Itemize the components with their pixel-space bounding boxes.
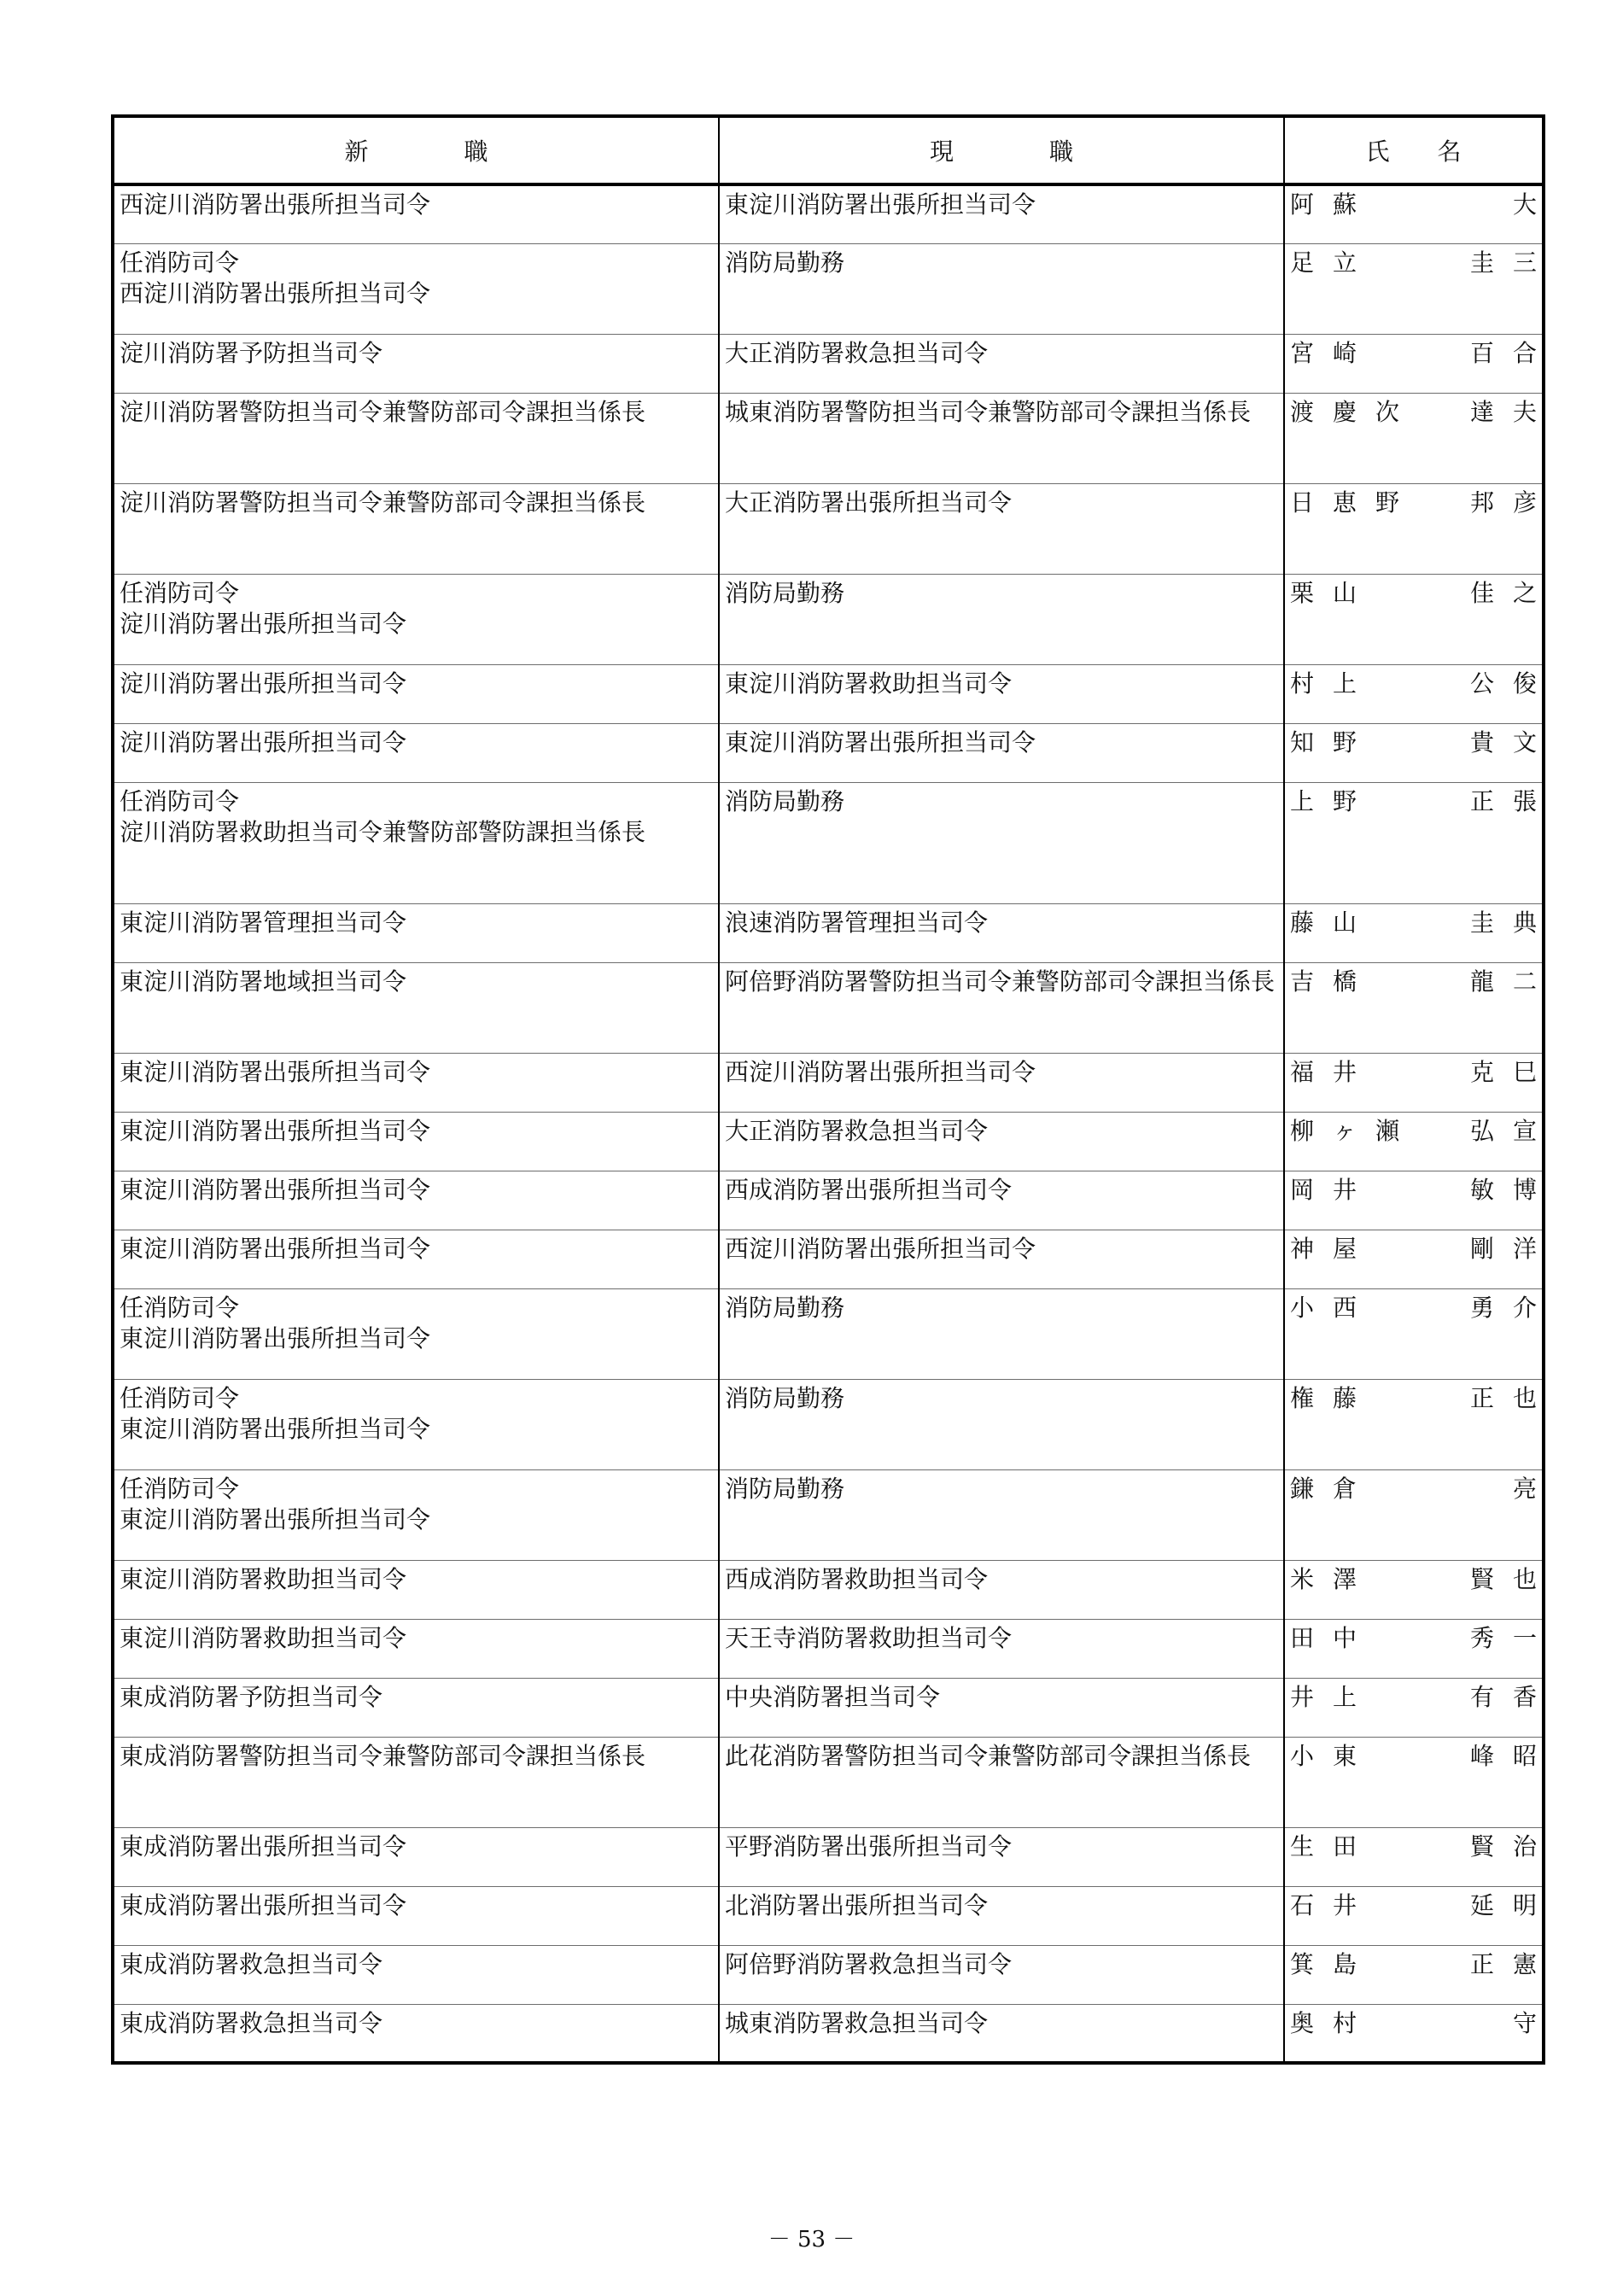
given-name: 秀一 — [1469, 1623, 1556, 1652]
current-post-cell: 大正消防署救急担当司令 — [719, 1112, 1284, 1171]
given-name: 勇介 — [1469, 1293, 1556, 1322]
family-name: 上野 — [1290, 786, 1376, 815]
full-name — [1290, 727, 1556, 758]
table-header-row — [113, 116, 1544, 184]
new-post-cell: 東成消防署出張所担当司令 — [113, 1827, 719, 1886]
table-row — [113, 1469, 1544, 1560]
new-post-cell: 東淀川消防署出張所担当司令 — [113, 1230, 719, 1288]
name-cell — [1284, 1379, 1556, 1469]
current-post-cell: 浪速消防署管理担当司令 — [719, 903, 1284, 962]
current-post-cell: 消防局勤務 — [719, 1288, 1284, 1379]
family-name: 柳ヶ瀬 — [1290, 1116, 1419, 1145]
name-cell — [1284, 1112, 1556, 1171]
given-name: 貴文 — [1469, 727, 1556, 757]
header-new-post: 新 職 — [113, 116, 719, 184]
table-row — [113, 243, 1544, 334]
family-name: 足立 — [1290, 248, 1376, 277]
new-post-cell: 東成消防署警防担当司令兼警防部司令課担当係長 — [113, 1737, 719, 1827]
current-post-cell: 城東消防署警防担当司令兼警防部司令課担当係長 — [719, 393, 1284, 483]
current-post-cell: 東淀川消防署出張所担当司令 — [719, 184, 1284, 243]
new-post-cell: 東淀川消防署救助担当司令 — [113, 1560, 719, 1619]
given-name: 剛洋 — [1469, 1234, 1556, 1263]
name-cell — [1284, 243, 1556, 334]
family-name: 宮崎 — [1290, 338, 1376, 367]
table-row — [113, 1288, 1544, 1379]
new-post-cell: 任消防司令 西淀川消防署出張所担当司令 — [113, 243, 719, 334]
current-post-cell: 中央消防署担当司令 — [719, 1678, 1284, 1737]
full-name — [1290, 1057, 1556, 1088]
given-name: 亮 — [1512, 1474, 1556, 1503]
new-post-cell: 東成消防署救急担当司令 — [113, 2004, 719, 2063]
given-name: 延明 — [1469, 1890, 1556, 1919]
current-post-cell: 平野消防署出張所担当司令 — [719, 1827, 1284, 1886]
current-post-cell: 城東消防署救急担当司令 — [719, 2004, 1284, 2063]
current-post-cell: 天王寺消防署救助担当司令 — [719, 1619, 1284, 1678]
current-post-cell: 消防局勤務 — [719, 1379, 1284, 1469]
family-name: 箕島 — [1290, 1949, 1376, 1978]
family-name: 米澤 — [1290, 1564, 1376, 1593]
given-name: 公俊 — [1469, 669, 1556, 698]
new-post-cell: 淀川消防署出張所担当司令 — [113, 664, 719, 723]
family-name: 藤山 — [1290, 908, 1376, 937]
new-post-cell: 任消防司令 東淀川消防署出張所担当司令 — [113, 1469, 719, 1560]
new-post-cell: 東淀川消防署管理担当司令 — [113, 903, 719, 962]
new-post-cell: 東淀川消防署出張所担当司令 — [113, 1171, 719, 1230]
table-row — [113, 1379, 1544, 1469]
name-cell — [1284, 1053, 1556, 1112]
name-cell — [1284, 1945, 1556, 2004]
new-post-cell: 任消防司令 東淀川消防署出張所担当司令 — [113, 1379, 719, 1469]
name-cell — [1284, 782, 1556, 903]
full-name — [1290, 1890, 1556, 1921]
current-post-cell: 此花消防署警防担当司令兼警防部司令課担当係長 — [719, 1737, 1284, 1827]
full-name — [1290, 1234, 1556, 1265]
family-name: 阿蘇 — [1290, 190, 1376, 219]
given-name: 圭典 — [1469, 908, 1556, 937]
current-post-cell: 東淀川消防署救助担当司令 — [719, 664, 1284, 723]
family-name: 岡井 — [1290, 1175, 1376, 1204]
new-post-cell: 東成消防署出張所担当司令 — [113, 1886, 719, 1945]
given-name: 敏博 — [1469, 1175, 1556, 1204]
new-post-cell: 淀川消防署警防担当司令兼警防部司令課担当係長 — [113, 393, 719, 483]
table-row — [113, 903, 1544, 962]
header-current-post: 現 職 — [719, 116, 1284, 184]
new-post-cell: 任消防司令 淀川消防署出張所担当司令 — [113, 574, 719, 664]
table-row — [113, 664, 1544, 723]
name-cell — [1284, 723, 1556, 782]
full-name — [1290, 1949, 1556, 1980]
full-name — [1290, 786, 1556, 817]
name-cell — [1284, 903, 1556, 962]
name-cell — [1284, 574, 1556, 664]
family-name: 小東 — [1290, 1741, 1376, 1770]
family-name: 福井 — [1290, 1057, 1376, 1086]
name-cell — [1284, 962, 1556, 1053]
given-name: 峰昭 — [1469, 1741, 1556, 1770]
given-name: 邦彦 — [1469, 488, 1556, 517]
current-post-cell: 消防局勤務 — [719, 243, 1284, 334]
full-name — [1290, 190, 1556, 220]
new-post-cell: 東淀川消防署出張所担当司令 — [113, 1112, 719, 1171]
full-name — [1290, 488, 1556, 518]
family-name: 鎌倉 — [1290, 1474, 1376, 1503]
table-row — [113, 334, 1544, 393]
personnel-table — [111, 114, 1556, 2065]
family-name: 生田 — [1290, 1832, 1376, 1861]
given-name: 百合 — [1469, 338, 1556, 367]
full-name — [1290, 1383, 1556, 1414]
given-name: 達夫 — [1469, 397, 1556, 426]
new-post-cell: 任消防司令 淀川消防署救助担当司令兼警防部警防課担当係長 — [113, 782, 719, 903]
full-name — [1290, 338, 1556, 369]
new-post-cell: 淀川消防署警防担当司令兼警防部司令課担当係長 — [113, 483, 719, 574]
name-cell — [1284, 393, 1556, 483]
given-name: 正憲 — [1469, 1949, 1556, 1978]
full-name — [1290, 908, 1556, 938]
name-cell — [1284, 1619, 1556, 1678]
full-name — [1290, 1832, 1556, 1862]
family-name: 吉橋 — [1290, 967, 1376, 996]
table-row — [113, 483, 1544, 574]
name-cell — [1284, 334, 1556, 393]
full-name — [1290, 248, 1556, 278]
family-name: 神屋 — [1290, 1234, 1376, 1263]
new-post-cell: 東淀川消防署出張所担当司令 — [113, 1053, 719, 1112]
table-row — [113, 782, 1544, 903]
current-post-cell: 大正消防署救急担当司令 — [719, 334, 1284, 393]
table-row — [113, 1945, 1544, 2004]
family-name: 権藤 — [1290, 1383, 1376, 1412]
family-name: 栗山 — [1290, 578, 1376, 607]
new-post-cell: 淀川消防署出張所担当司令 — [113, 723, 719, 782]
given-name: 賢也 — [1469, 1564, 1556, 1593]
current-post-cell: 阿倍野消防署救急担当司令 — [719, 1945, 1284, 2004]
full-name — [1290, 967, 1556, 997]
header-name: 氏 名 — [1284, 116, 1544, 184]
full-name — [1290, 1116, 1556, 1147]
given-name: 正張 — [1469, 786, 1556, 815]
new-post-cell: 東淀川消防署地域担当司令 — [113, 962, 719, 1053]
name-cell — [1284, 1737, 1556, 1827]
table-body — [113, 184, 1556, 2063]
current-post-cell: 西成消防署出張所担当司令 — [719, 1171, 1284, 1230]
current-post-cell: 消防局勤務 — [719, 574, 1284, 664]
family-name: 井上 — [1290, 1682, 1376, 1711]
full-name — [1290, 669, 1556, 699]
given-name: 賢治 — [1469, 1832, 1556, 1861]
table-row — [113, 723, 1544, 782]
name-cell — [1284, 664, 1556, 723]
name-cell — [1284, 1886, 1556, 1945]
table-row — [113, 1112, 1544, 1171]
full-name — [1290, 1175, 1556, 1206]
given-name: 守 — [1512, 2008, 1556, 2037]
name-cell — [1284, 184, 1556, 243]
name-cell — [1284, 1827, 1556, 1886]
name-cell — [1284, 1560, 1556, 1619]
given-name: 大 — [1512, 190, 1556, 219]
full-name — [1290, 397, 1556, 428]
new-post-cell: 淀川消防署予防担当司令 — [113, 334, 719, 393]
current-post-cell: 阿倍野消防署警防担当司令兼警防部司令課担当係長 — [719, 962, 1284, 1053]
name-cell — [1284, 483, 1556, 574]
current-post-cell: 西淀川消防署出張所担当司令 — [719, 1053, 1284, 1112]
table-row — [113, 962, 1544, 1053]
table-row — [113, 1737, 1544, 1827]
name-cell — [1284, 2004, 1556, 2063]
family-name: 小西 — [1290, 1293, 1376, 1322]
new-post-cell: 東成消防署予防担当司令 — [113, 1678, 719, 1737]
given-name: 龍二 — [1469, 967, 1556, 996]
full-name — [1290, 1564, 1556, 1595]
full-name — [1290, 1474, 1556, 1504]
table-row — [113, 1678, 1544, 1737]
current-post-cell: 消防局勤務 — [719, 782, 1284, 903]
table-row — [113, 2004, 1544, 2063]
family-name: 田中 — [1290, 1623, 1376, 1652]
current-post-cell: 東淀川消防署出張所担当司令 — [719, 723, 1284, 782]
family-name: 日恵野 — [1290, 488, 1419, 517]
given-name: 圭三 — [1469, 248, 1556, 277]
new-post-cell: 任消防司令 東淀川消防署出張所担当司令 — [113, 1288, 719, 1379]
name-cell — [1284, 1469, 1556, 1560]
table-row — [113, 1619, 1544, 1678]
current-post-cell: 西成消防署救助担当司令 — [719, 1560, 1284, 1619]
name-cell — [1284, 1171, 1556, 1230]
name-cell — [1284, 1288, 1556, 1379]
current-post-cell: 西淀川消防署出張所担当司令 — [719, 1230, 1284, 1288]
table-row — [113, 1053, 1544, 1112]
table-row — [113, 1827, 1544, 1886]
given-name: 克巳 — [1469, 1057, 1556, 1086]
page-number: － 53 － — [768, 2227, 855, 2252]
family-name: 知野 — [1290, 727, 1376, 757]
family-name: 石井 — [1290, 1890, 1376, 1919]
new-post-cell: 東淀川消防署救助担当司令 — [113, 1619, 719, 1678]
table-row — [113, 1171, 1544, 1230]
table-row — [113, 574, 1544, 664]
current-post-cell: 消防局勤務 — [719, 1469, 1284, 1560]
given-name: 正也 — [1469, 1383, 1556, 1412]
full-name — [1290, 1741, 1556, 1772]
new-post-cell: 西淀川消防署出張所担当司令 — [113, 184, 719, 243]
full-name — [1290, 1682, 1556, 1713]
current-post-cell: 北消防署出張所担当司令 — [719, 1886, 1284, 1945]
family-name: 渡慶次 — [1290, 397, 1419, 426]
given-name: 佳之 — [1469, 578, 1556, 607]
table-row — [113, 1560, 1544, 1619]
name-cell — [1284, 1678, 1556, 1737]
full-name — [1290, 1293, 1556, 1323]
new-post-cell: 東成消防署救急担当司令 — [113, 1945, 719, 2004]
current-post-cell: 大正消防署出張所担当司令 — [719, 483, 1284, 574]
full-name — [1290, 2008, 1556, 2039]
name-cell — [1284, 1230, 1556, 1288]
family-name: 村上 — [1290, 669, 1376, 698]
table-row — [113, 393, 1544, 483]
full-name — [1290, 578, 1556, 609]
table-row — [113, 184, 1544, 243]
given-name: 有香 — [1469, 1682, 1556, 1711]
table-row — [113, 1230, 1544, 1288]
given-name: 弘宣 — [1469, 1116, 1556, 1145]
full-name — [1290, 1623, 1556, 1654]
table-row — [113, 1886, 1544, 1945]
family-name: 奥村 — [1290, 2008, 1376, 2037]
